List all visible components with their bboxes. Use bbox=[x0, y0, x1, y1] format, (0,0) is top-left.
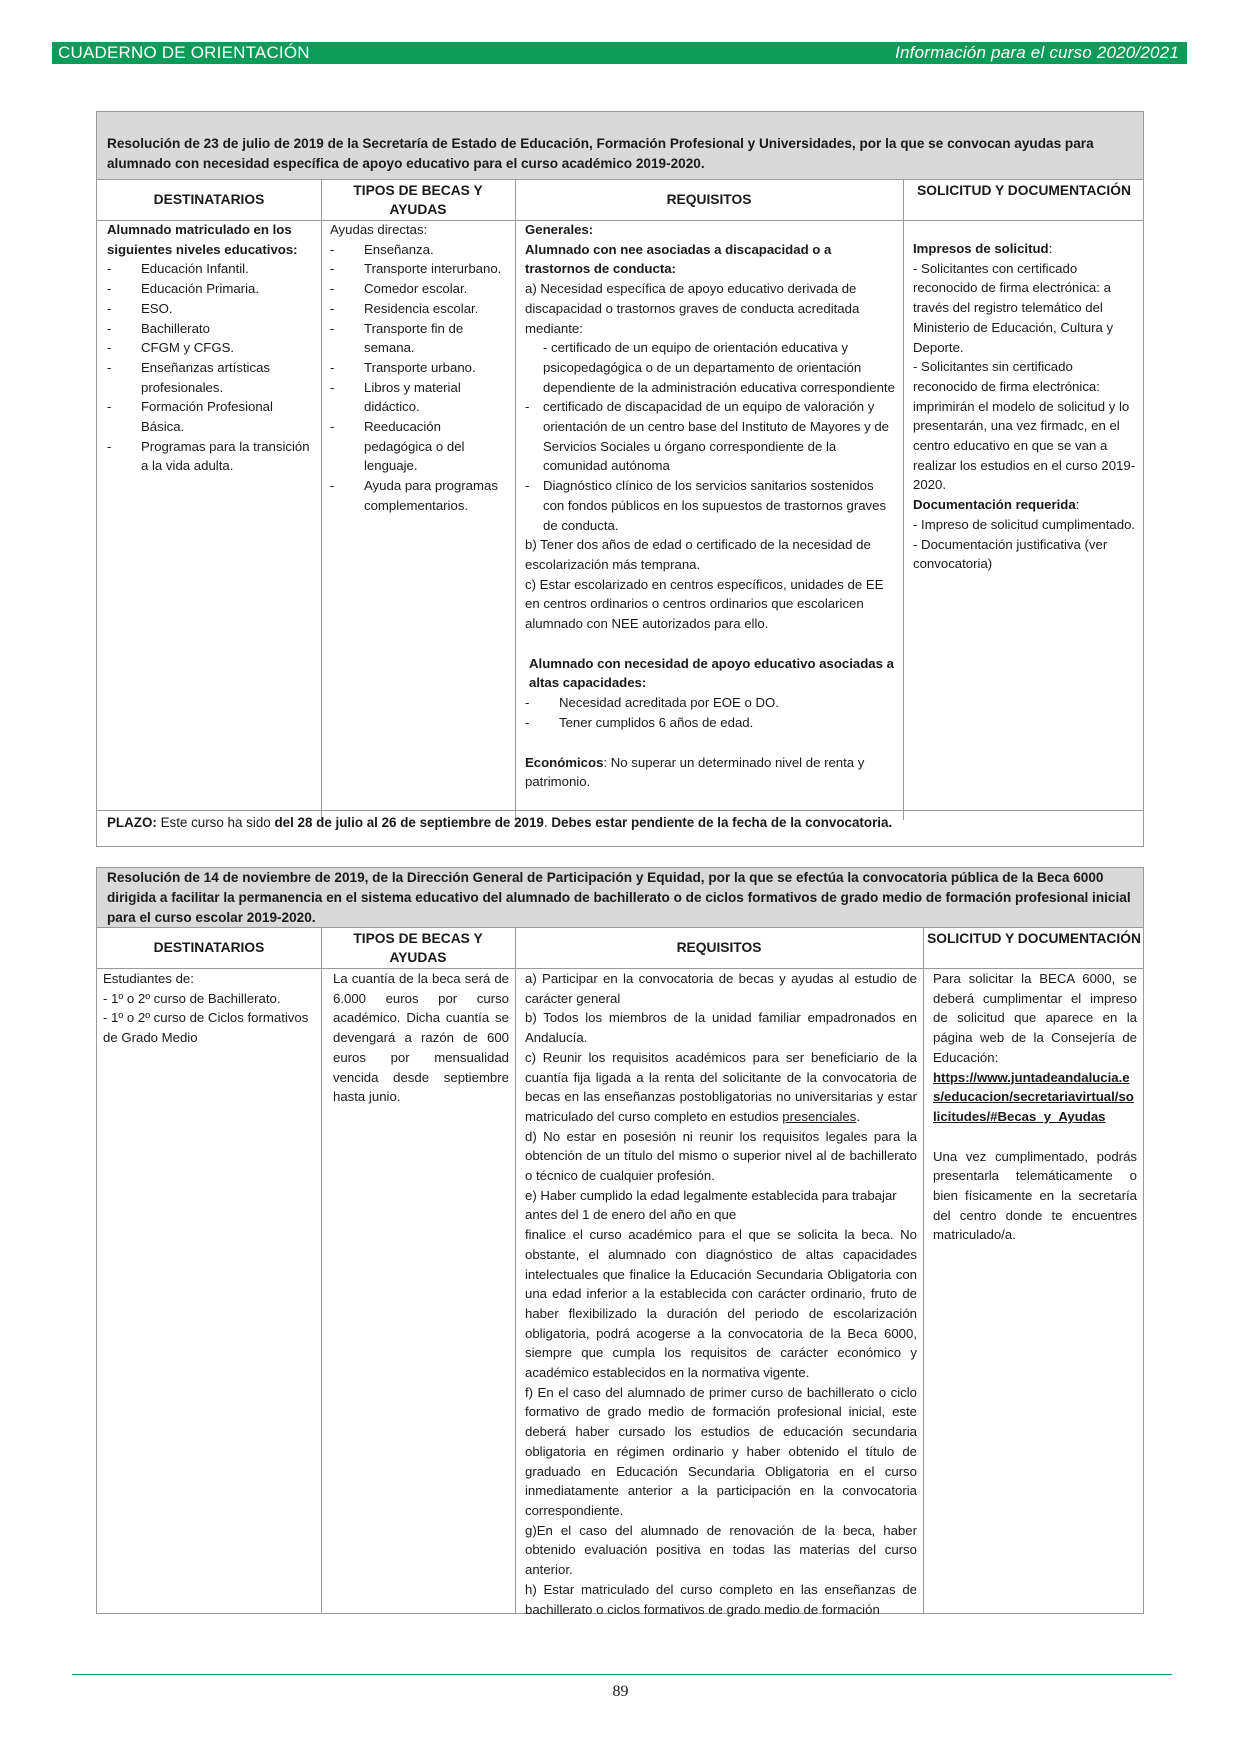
list-item: - Enseñanza. bbox=[330, 240, 508, 260]
page-number: 89 bbox=[612, 1683, 629, 1700]
table1-plazo-row bbox=[97, 810, 1143, 830]
table1-title bbox=[97, 112, 1143, 180]
table1-col-divider bbox=[321, 180, 322, 820]
list-item: - Transporte fin de semana. bbox=[330, 319, 508, 358]
impresos-text: - Solicitantes con certificado reconocido de firma electrónica: a través del registro telemático del Ministerio de Educación, Cultura y Deporte. - Solicitantes sin certificado reconocido de firma electrónica: imprimirán el modelo de solicitud y lo presentarán, una vez firmadc, en el centro educativo en que se van a realizar los estudios en el curso 2019-2020. bbox=[913, 260, 1136, 493]
table1-solicitud-cell bbox=[913, 239, 1139, 574]
table2-title bbox=[97, 868, 1143, 928]
solicitud-text2: Una vez cumplimentado, podrás presentarla telemáticamente o bien físicamente en la secretaría del centro donde te encuentres matriculado/a. bbox=[933, 1148, 1137, 1243]
table1-header-requisitos: REQUISITOS bbox=[666, 192, 752, 207]
requisito-a3: - Diagnóstico clínico de los servicios sanitarios sostenidos con fondos públicos en los supuestos de trastornos graves de conducta. bbox=[525, 476, 897, 535]
table2-col-divider bbox=[923, 928, 924, 1614]
list-item: - Enseñanzas artísticas profesionales. bbox=[107, 358, 315, 397]
solicitud-link[interactable]: https://www.juntadeandalucia.es/educacion/secretariavirtual/solicitudes/#Becas_y_Ayudas bbox=[933, 1069, 1134, 1124]
table-beca-6000 bbox=[96, 867, 1144, 1617]
table1-requisitos-cell bbox=[525, 220, 897, 792]
list-item: - Transporte urbano. bbox=[330, 358, 508, 378]
list-item: - Tener cumplidos 6 años de edad. bbox=[525, 713, 897, 733]
plazo-label: PLAZO: bbox=[107, 815, 157, 830]
requisito-a2: - certificado de discapacidad de un equipo de valoración y orientación de un centro base del Instituto de Mayores y de Servicios Sociales u órgano correspondiente de la comunidad autónoma bbox=[525, 397, 897, 476]
plazo-dates: del 28 de julio al 26 de septiembre de 2019 bbox=[274, 815, 544, 830]
table2-header-solicitud: SOLICITUD Y DOCUMENTACIÓN bbox=[927, 931, 1141, 946]
requisito-d: d) No estar en posesión ni reunir los requisitos legales para la obtención de un título del mismo o superior nivel al de bachillerato o técnico de cualquier profesión. bbox=[525, 1128, 917, 1184]
requisito-a: a) Participar en la convocatoria de becas y ayudas al estudio de carácter general bbox=[525, 971, 917, 1006]
table1-tipos-cell bbox=[330, 220, 508, 516]
plazo-text2: . bbox=[543, 815, 552, 830]
spacer bbox=[525, 634, 897, 654]
documentacion-text: - Impreso de solicitud cumplimentado. - Documentación justificativa (ver convocatoria) bbox=[913, 516, 1136, 572]
documentacion-colon: : bbox=[1075, 497, 1080, 513]
list-item: - Ayuda para programas complementarios. bbox=[330, 476, 508, 515]
destinatarios-intro: Alumnado matriculado en los siguientes niveles educativos: bbox=[107, 222, 298, 257]
list-item: - Educación Infantil. bbox=[107, 259, 315, 279]
economicos-text: : No superar un determinado nivel de renta y patrimonio. bbox=[525, 754, 865, 790]
requisito-h: h) Estar matriculado del curso completo en las enseñanzas de bachillerato o ciclos formativos de grado medio de formación bbox=[525, 1581, 917, 1617]
impresos-heading bbox=[913, 239, 1139, 259]
list-item: - ESO. bbox=[107, 299, 315, 319]
list-item: - Formación Profesional Básica. bbox=[107, 397, 315, 436]
requisito-e2: finalice el curso académico para el que se solicita la beca. No obstante, el alumnado con diagnóstico de altas capacidades intelectuales que finalice la Educación Secundaria Obligatoria con una edad inferior a la establecida con carácter ordinario, fruto de haber flexibilizado la duración del periodo de escolarización obligatoria, podrá acogerse a la convocatoria de la Beca 6000, siempre que cumpla los requisitos de carácter económico y académico establecidos en la normativa vigente. bbox=[525, 1227, 917, 1381]
spacer bbox=[933, 1127, 1137, 1147]
table2-destinatarios-cell: Estudiantes de: - 1º o 2º curso de Bachillerato. - 1º o 2º curso de Ciclos formativos de Grado Medio bbox=[103, 971, 309, 1046]
footer-line bbox=[72, 1674, 1172, 1675]
table2-requisitos-cell bbox=[525, 969, 917, 1619]
requisitos-altas-title: Alumnado con necesidad de apoyo educativo asociadas a altas capacidades: bbox=[529, 655, 894, 691]
requisito-a: a) Necesidad específica de apoyo educativo derivada de discapacidad o trastornos graves de conducta acreditada mediante: bbox=[525, 281, 860, 336]
list-item: - Libros y material didáctico. bbox=[330, 378, 508, 417]
requisito-b: b) Todos los miembros de la unidad familiar empadronados en Andalucía. bbox=[525, 1010, 917, 1046]
tipos-intro: Ayudas directas: bbox=[330, 222, 428, 237]
list-item: - Programas para la transición a la vida adulta. bbox=[107, 437, 315, 476]
header-left-title: CUADERNO DE ORIENTACIÓN bbox=[58, 43, 310, 62]
impresos-colon: : bbox=[1048, 241, 1053, 256]
header-right-title: Información para el curso 2020/2021 bbox=[895, 43, 1179, 62]
table1-destinatarios-cell bbox=[107, 220, 315, 476]
list-item: - CFGM y CFGS. bbox=[107, 338, 315, 358]
requisito-e1: e) Haber cumplido la edad legalmente establecida para trabajar antes del 1 de enero del año en que bbox=[525, 1187, 897, 1223]
documentacion-heading bbox=[913, 495, 1139, 515]
impresos-label: Impresos de solicitud bbox=[913, 241, 1049, 256]
requisitos-generales: Generales: bbox=[525, 222, 594, 237]
list-item: - Comedor escolar. bbox=[330, 279, 508, 299]
table-ayudas-nee bbox=[96, 111, 1144, 847]
requisito-c-text: c) Reunir los requisitos académicos para ser beneficiario de la cuantía fija ligada a la renta del solicitante de la convocatoria de becas en las enseñanzas postobligatorias no universitarias y estar matriculado del curso completo en estudios bbox=[525, 1049, 917, 1124]
requisito-a1: - certificado de un equipo de orientación educativa y psicopedagógica o de un departamento de orientación dependiente de la administración educativa correspondiente bbox=[543, 340, 895, 395]
requisito-economicos bbox=[525, 753, 897, 792]
solicitud-text1: Para solicitar la BECA 6000, se deberá cumplimentar el impreso de solicitud que aparece en la página web de la Consejería de Educación: bbox=[933, 971, 1137, 1065]
requisito-f: f) En el caso del alumnado de primer curso de bachillerato o ciclo formativo de grado medio de formación profesional inicial, este deberá haber cursado los estudios de educación secundaria obligatoria en régimen ordinario y haber obtenido el título de graduado en Educación Secundaria Obligatoria en el curso inmediatamente anterior a la participación en la convocatoria correspondiente. bbox=[525, 1384, 917, 1518]
table1-col-divider bbox=[903, 180, 904, 820]
list-item: - Bachillerato bbox=[107, 319, 315, 339]
header-bar bbox=[52, 42, 1187, 64]
requisitos-nee-title: Alumnado con nee asociadas a discapacidad o a trastornos de conducta: bbox=[525, 241, 832, 277]
economicos-label: Económicos bbox=[525, 754, 604, 770]
list-item: - Necesidad acreditada por EOE o DO. bbox=[525, 693, 897, 713]
table2-solicitud-cell bbox=[933, 969, 1137, 1245]
table2-title-text: Resolución de 14 de noviembre de 2019, de la Dirección General de Participación y Equidad, por la que se efectúa la convocatoria pública de la Beca 6000 dirigida a facilitar la permanencia en el sistema educativo del alumnado de bachillerato o de ciclos formativos de grado medio de formación profesional inicial para el curso escolar 2019-2020. bbox=[107, 870, 1131, 925]
spacer bbox=[525, 733, 897, 753]
plazo-note: Debes estar pendiente de la fecha de la convocatoria. bbox=[551, 815, 893, 830]
table2-col-divider bbox=[321, 928, 322, 1614]
table2-tipos-cell: La cuantía de la beca será de 6.000 euros por curso académico. Dicha cuantía se devengará a razón de 600 euros por mensualidad vencida desde septiembre hasta junio. bbox=[333, 971, 509, 1105]
plazo-text1: Este curso ha sido bbox=[156, 815, 275, 830]
table2-col-divider bbox=[515, 928, 516, 1614]
table2-header-requisitos: REQUISITOS bbox=[676, 940, 762, 955]
list-item: - Educación Primaria. bbox=[107, 279, 315, 299]
requisito-c bbox=[525, 1048, 917, 1127]
list-item: - Transporte interurbano. bbox=[330, 259, 508, 279]
requisito-c-underlined: presenciales bbox=[782, 1108, 857, 1124]
requisito-c-end: . bbox=[856, 1108, 861, 1124]
table2-header-destinatarios: DESTINATARIOS bbox=[153, 940, 265, 955]
requisito-g: g)En el caso del alumnado de renovación de la beca, haber obtenido evaluación positiva en todas las materias del curso anterior. bbox=[525, 1522, 917, 1578]
table1-col-divider bbox=[515, 180, 516, 820]
table2-body bbox=[97, 928, 1143, 1617]
table1-header-tipos: TIPOS DE BECAS Y AYUDAS bbox=[353, 183, 483, 217]
list-item: - Reeducación pedagógica o del lenguaje. bbox=[330, 417, 508, 476]
table1-body bbox=[97, 180, 1143, 820]
list-item: - Residencia escolar. bbox=[330, 299, 508, 319]
plazo-text bbox=[107, 813, 892, 833]
table1-header-solicitud: SOLICITUD Y DOCUMENTACIÓN bbox=[917, 183, 1131, 198]
documentacion-label: Documentación requerida bbox=[913, 497, 1076, 513]
table2-header-tipos: TIPOS DE BECAS Y AYUDAS bbox=[353, 931, 483, 965]
requisito-b: b) Tener dos años de edad o certificado de la necesidad de escolarización más temprana. bbox=[525, 537, 871, 572]
table1-header-destinatarios: DESTINATARIOS bbox=[153, 192, 265, 207]
table1-title-text: Resolución de 23 de julio de 2019 de la Secretaría de Estado de Educación, Formación Profesional y Universidades, por la que se convocan ayudas para alumnado con necesidad específica de apoyo educativo para el curso académico 2019-2020. bbox=[107, 136, 1094, 171]
requisito-c: c) Estar escolarizado en centros específicos, unidades de EE en centros ordinarios o centros ordinarios que escolaricen alumnado con NEE autorizados para ello. bbox=[525, 576, 884, 632]
